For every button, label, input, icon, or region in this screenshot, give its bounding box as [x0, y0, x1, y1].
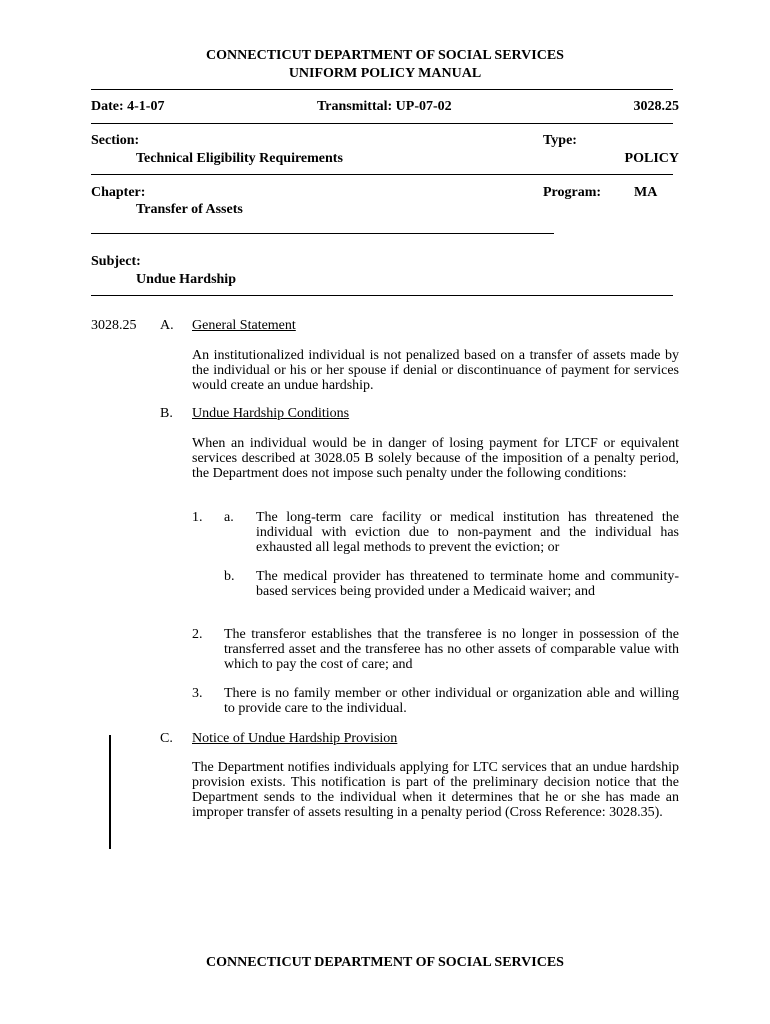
item-b1b-letter: b. — [224, 569, 235, 584]
program-label: Program: — [543, 185, 602, 200]
item-b3-text: There is no family member or other individual or organization able and willing to provide care to the individual. — [224, 686, 679, 716]
chapter-label: Chapter: — [91, 185, 146, 200]
subject-label: Subject: — [91, 254, 141, 269]
item-b1a-letter: a. — [224, 510, 234, 525]
header-rule-3 — [91, 174, 673, 175]
header-policy-number: 3028.25 — [633, 99, 679, 114]
subject-value: Undue Hardship — [136, 272, 236, 287]
type-value: POLICY — [624, 151, 679, 166]
section-label: Section: — [91, 133, 140, 148]
section-number: 3028.25 — [91, 318, 137, 333]
item-b2-number: 2. — [192, 627, 203, 642]
item-b1b-text: The medical provider has threatened to terminate home and community-based services being provided under a Medicaid waiver; and — [256, 569, 679, 599]
item-c-letter: C. — [160, 731, 173, 746]
item-b2-text: The transferor establishes that the transferee is no longer in possession of the transferred asset and the transferee has no other assets of comparable value with which to pay the cost of care; and — [224, 627, 679, 672]
header-rule-4 — [91, 233, 554, 234]
item-b-text: When an individual would be in danger of losing payment for LTCF or equivalent services described at 3028.05 B solely because of the imposition of a penalty period, the Department does not impose such penalty under the following conditions: — [192, 436, 679, 481]
item-c-title: Notice of Undue Hardship Provision — [192, 731, 398, 746]
header-rule-5 — [91, 295, 673, 296]
chapter-value: Transfer of Assets — [136, 202, 243, 217]
header-manual-title: UNIFORM POLICY MANUAL — [288, 66, 482, 81]
revision-bar — [109, 735, 111, 849]
item-b1-number: 1. — [192, 510, 203, 525]
item-b-letter: B. — [160, 406, 173, 421]
footer-org: CONNECTICUT DEPARTMENT OF SOCIAL SERVICES — [206, 955, 564, 970]
item-b-title: Undue Hardship Conditions — [192, 406, 350, 421]
header-rule-1 — [91, 89, 673, 90]
section-value: Technical Eligibility Requirements — [136, 151, 343, 166]
item-c-text: The Department notifies individuals applying for LTC services that an undue hardship provision exists. This notification is part of the preliminary decision notice that the Department sends to the individual when it determines that he or she has made an improper transfer of assets resulting in a penalty period (Cross Reference: 3028.35). — [192, 760, 679, 820]
header-org: CONNECTICUT DEPARTMENT OF SOCIAL SERVICES — [206, 48, 564, 63]
program-value: MA — [634, 185, 658, 200]
header-rule-2 — [91, 123, 673, 124]
type-label: Type: — [543, 133, 577, 148]
item-b1a-text: The long-term care facility or medical institution has threatened the individual with eviction due to non-payment and the individual has exhausted all legal methods to prevent the eviction; or — [256, 510, 679, 555]
header-date: Date: 4-1-07 — [91, 99, 165, 114]
item-a-title: General Statement — [192, 318, 296, 333]
item-a-text: An institutionalized individual is not penalized based on a transfer of assets made by the individual or his or her spouse if denial or discontinuance of payment for services would create an undue hardship. — [192, 348, 679, 393]
item-a-letter: A. — [160, 318, 174, 333]
header-transmittal: Transmittal: UP-07-02 — [317, 99, 452, 114]
item-b3-number: 3. — [192, 686, 203, 701]
